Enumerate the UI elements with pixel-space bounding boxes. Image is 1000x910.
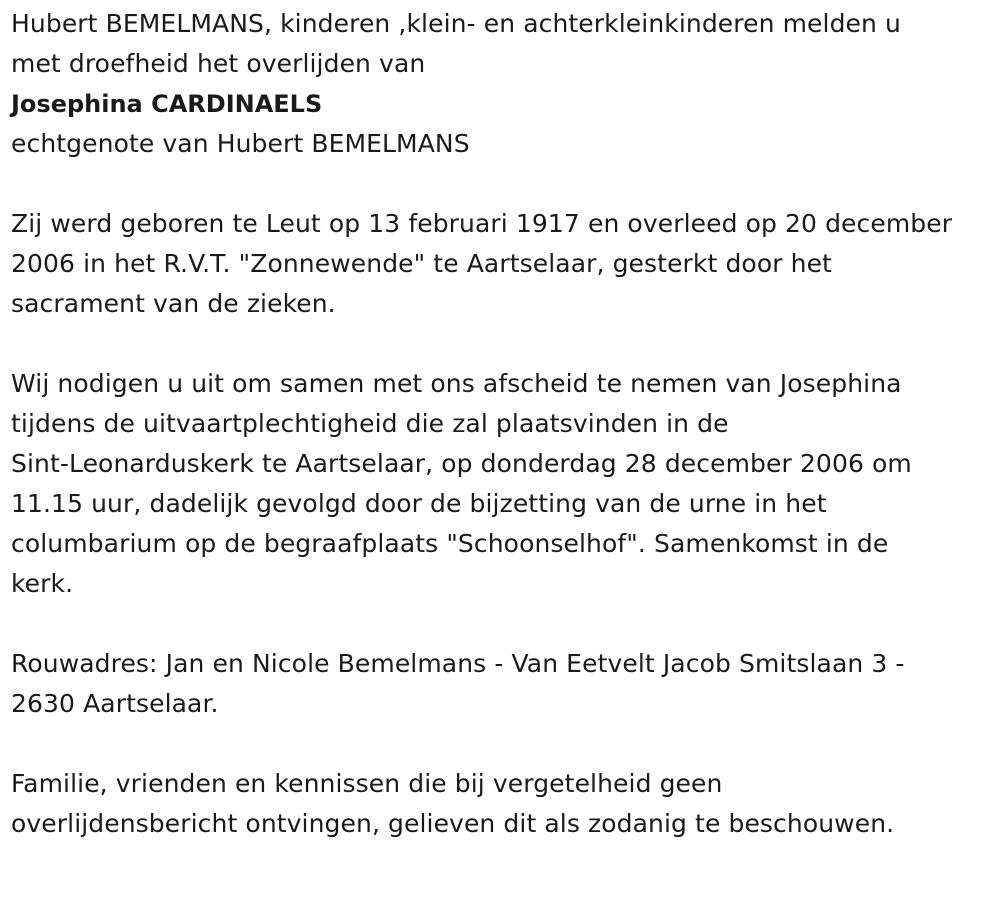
address-line: Rouwadres: Jan en Nicole Bemelmans - Van Eetvelt Jacob Smitslaan 3 - <box>11 649 905 678</box>
deceased-name: Josephina CARDINAELS <box>11 90 323 118</box>
closing-paragraph <box>11 764 990 844</box>
address-line: 2630 Aartselaar. <box>11 689 219 718</box>
ceremony-line: Wij nodigen u uit om samen met ons afscheid te nemen van Josephina <box>11 369 902 398</box>
birth-death-line: 2006 in het R.V.T. "Zonnewende" te Aartselaar, gesterkt door het <box>11 249 832 278</box>
deceased-relation: echtgenote van Hubert BEMELMANS <box>11 129 470 158</box>
intro-paragraph <box>11 4 990 84</box>
intro-line: Hubert BEMELMANS, kinderen ,klein- en achterkleinkinderen melden u <box>11 9 901 38</box>
birth-death-paragraph <box>11 204 990 324</box>
address-paragraph <box>11 644 990 724</box>
ceremony-line: Sint-Leonarduskerk te Aartselaar, op donderdag 28 december 2006 om <box>11 449 912 478</box>
closing-line: overlijdensbericht ontvingen, gelieven dit als zodanig te beschouwen. <box>11 809 895 838</box>
ceremony-paragraph <box>11 364 990 604</box>
birth-death-line: sacrament van de zieken. <box>11 289 336 318</box>
intro-line: met droefheid het overlijden van <box>11 49 426 78</box>
ceremony-line: 11.15 uur, dadelijk gevolgd door de bijzetting van de urne in het <box>11 489 827 518</box>
ceremony-line: columbarium op de begraafplaats "Schoonselhof". Samenkomst in de <box>11 529 889 558</box>
closing-line: Familie, vrienden en kennissen die bij vergetelheid geen <box>11 769 723 798</box>
ceremony-line: tijdens de uitvaartplechtigheid die zal plaatsvinden in de <box>11 409 729 438</box>
ceremony-line: kerk. <box>11 569 74 598</box>
birth-death-line: Zij werd geboren te Leut op 13 februari 1917 en overleed op 20 december <box>11 209 953 238</box>
